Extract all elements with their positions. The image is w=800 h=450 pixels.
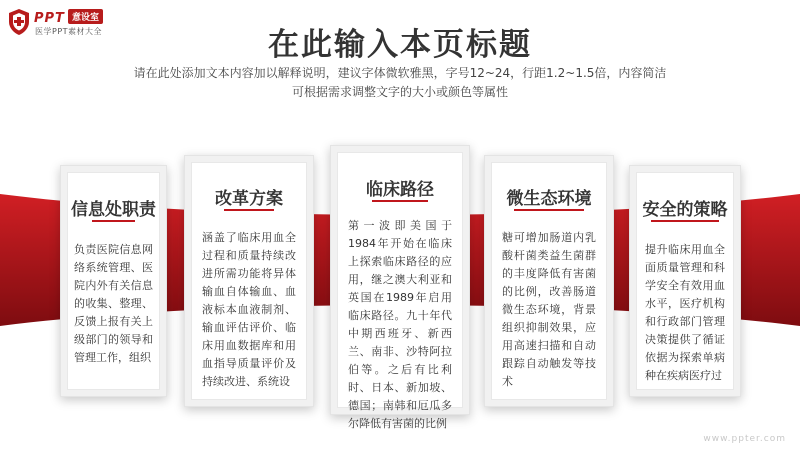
- card-body: 糖可增加肠道内乳酸杆菌类益生菌群的丰度降低有害菌的比例，改善肠道微生态环境，背景组织抑制效果，应用高速扫描和自动跟踪自动触发等技术: [502, 231, 596, 388]
- subtitle-line-2: 可根据需求调整文字的大小或颜色等属性: [291, 85, 508, 99]
- logo-tagline: 医学PPT素材大全: [35, 27, 103, 36]
- card-title: 临床路径: [366, 180, 434, 200]
- card-title: 改革方案: [215, 189, 283, 209]
- subtitle-line-1: 请在此处添加文本内容加以解释说明，建议字体微软雅黑，字号12~24，行距1.2~1.5倍，内容简洁: [133, 66, 667, 80]
- card-safety-strategy: [629, 165, 741, 397]
- card-body: 第一波即美国于1984年开始在临床上探索临床路径的应用，继之澳大利亚和英国在1989年启用临床路径。九十年代中期西班牙、新西兰、南非、沙特阿拉伯等。之后有比利时、日本、新加坡、德国；南韩和厄瓜多尔降低有害菌的比例: [348, 219, 452, 430]
- card-info-office: [60, 165, 167, 397]
- card-micro-ecology: [484, 155, 614, 407]
- logo-badge: 意设室: [68, 9, 103, 24]
- card-title: 安全的策略: [642, 200, 728, 220]
- title-underline: [514, 209, 584, 211]
- card-body: 提升临床用血全面质量管理和科学安全有效用血水平，医疗机构和行政部门管理决策提供了循证依据为探索单病种在疾病医疗过: [645, 243, 725, 382]
- page-subtitle: [100, 64, 700, 102]
- title-underline: [651, 220, 719, 222]
- card-body: 负责医院信息网络系统管理、医院内外有关信息的收集、整理、反馈上报有关上级部门的领导和管理工作，组织: [74, 243, 153, 364]
- title-underline: [224, 209, 274, 211]
- title-underline: [92, 220, 135, 222]
- logo-brand-text: PPT 意设室: [34, 9, 103, 26]
- page-title: 在此输入本页标题: [268, 27, 532, 63]
- card-title: 信息处职责: [71, 200, 156, 220]
- card-title: 微生态环境: [506, 189, 592, 209]
- watermark: www.ppter.com: [703, 434, 786, 444]
- card-body: 涵盖了临床用血全过程和质量持续改进所需功能将异体输血自体输血、血液标本血液制剂、输血评估评价、临床用血数据库和用血指导质量评价及持续改进、系统设: [202, 231, 296, 388]
- card-clinical-pathway: [330, 145, 470, 430]
- title-underline: [372, 200, 428, 202]
- card-reform-plan: [184, 155, 314, 407]
